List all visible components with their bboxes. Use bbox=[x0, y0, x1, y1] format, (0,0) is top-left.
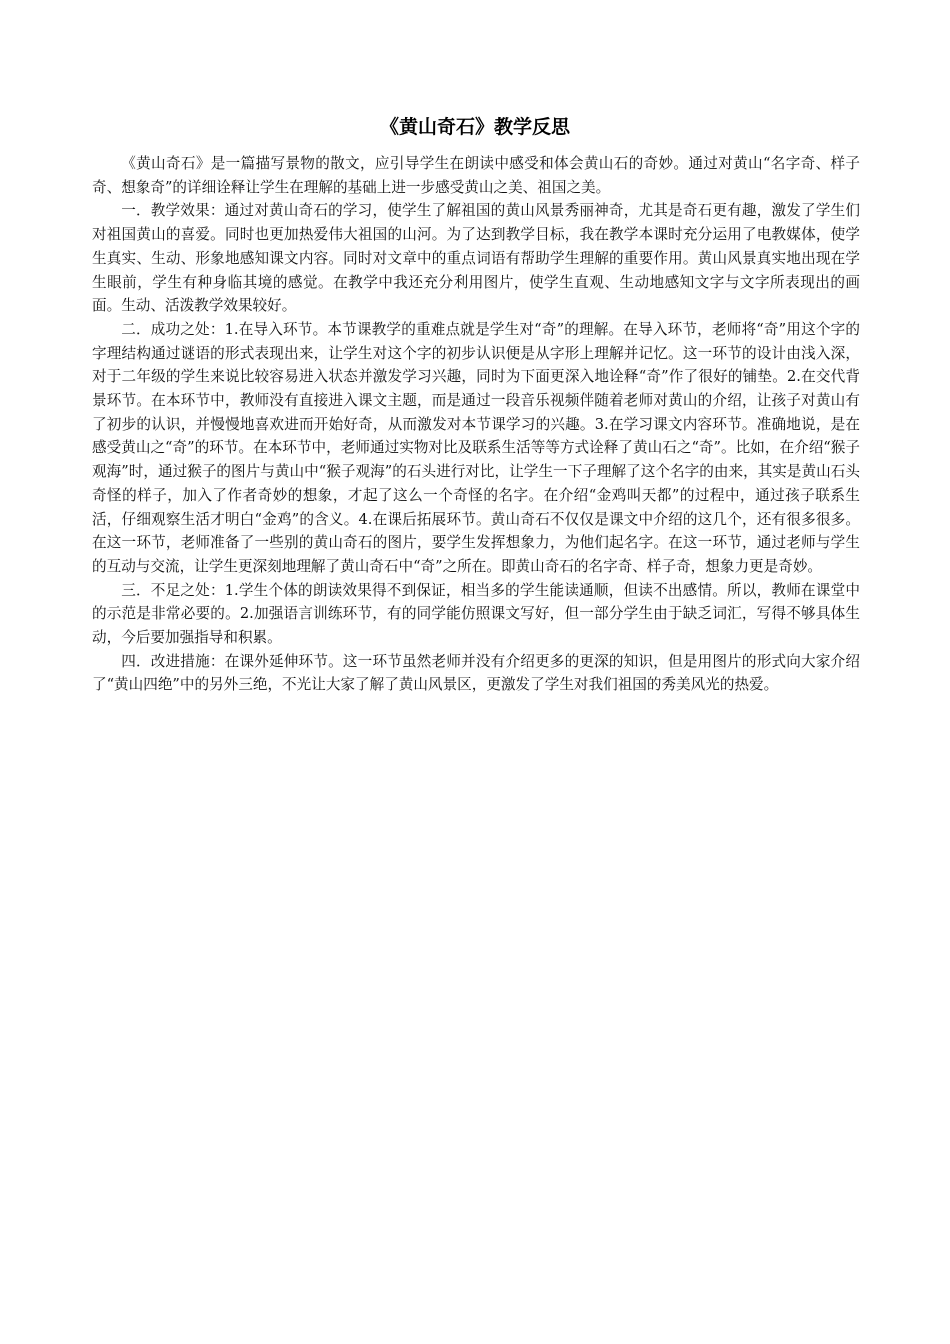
paragraph-shortcomings: 三．不足之处：1.学生个体的朗读效果得不到保证，相当多的学生能读通顺，但读不出感情。所以，教师在课堂中的示范是非常必要的。2.加强语言训练环节，有的同学能仿照课文写好，但一部分学生由于缺乏词汇，写得不够具体生动，今后要加强指导和积累。 bbox=[92, 581, 860, 647]
paragraph-intro: 《黄山奇石》是一篇描写景物的散文，应引导学生在朗读中感受和体会黄山石的奇妙。通过对黄山“名字奇、样子奇、想象奇”的详细诠释让学生在理解的基础上进一步感受黄山之美、祖国之美。 bbox=[92, 155, 860, 196]
document-body bbox=[92, 152, 860, 697]
paragraph-teaching-effect: 一．教学效果：通过对黄山奇石的学习，使学生了解祖国的黄山风景秀丽神奇，尤其是奇石更有趣，激发了学生们对祖国黄山的喜爱。同时也更加热爱伟大祖国的山河。为了达到教学目标，我在教学本课时充分运用了电教媒体，使学生真实、生动、形象地感知课文内容。同时对文章中的重点词语有帮助学生理解的重要作用。黄山风景真实地出现在学生眼前，学生有种身临其境的感觉。在教学中我还充分利用图片，使学生直观、生动地感知文字与文字所表现出的画面。生动、活泼教学效果较好。 bbox=[92, 202, 860, 315]
paragraph-improvements: 四．改进措施：在课外延伸环节。这一环节虽然老师并没有介绍更多的更深的知识，但是用图片的形式向大家介绍了“黄山四绝”中的另外三绝，不光让大家了解了黄山风景区，更激发了学生对我们祖国的秀美风光的热爱。 bbox=[92, 652, 860, 694]
document-title: 《黄山奇石》教学反思 bbox=[379, 116, 570, 138]
paragraph-successes: 二．成功之处：1.在导入环节。本节课教学的重难点就是学生对“奇”的理解。在导入环节，老师将“奇”用这个字的字理结构通过谜语的形式表现出来，让学生对这个字的初步认识便是从字形上理解并记忆。这一环节的设计由浅入深，对于二年级的学生来说比较容易进入状态并激发学习兴趣，同时为下面更深入地诠释“奇”作了很好的铺垫。2.在交代背景环节。在本环节中，教师没有直接进入课文主题，而是通过一段音乐视频伴随着老师对黄山的介绍，让孩子对黄山有了初步的认识，并慢慢地喜欢进而开始好奇，从而激发对本节课学习的兴趣。3.在学习课文内容环节。准确地说，是在感受黄山之“奇”的环节。在本环节中，老师通过实物对比及联系生活等等方式诠释了黄山石之“奇”。比如，在介绍“猴子观海”时，通过猴子的图片与黄山中“猴子观海”的石头进行对比，让学生一下子理解了这个名字的由来，其实是黄山石头奇怪的样子，加入了作者奇妙的想象，才起了这么一个奇怪的名字。在介绍“金鸡叫天都”的过程中，通过孩子联系生活，仔细观察生活才明白“金鸡”的含义。4.在课后拓展环节。黄山奇石不仅仅是课文中介绍的这几个，还有很多很多。在这一环节，老师准备了一些别的黄山奇石的图片，要学生发挥想象力，为他们起名字。在这一环节，通过老师与学生的互动与交流，让学生更深刻地理解了黄山奇石中“奇”之所在。即黄山奇石的名字奇、样子奇，想象力更是奇妙。 bbox=[92, 320, 860, 575]
